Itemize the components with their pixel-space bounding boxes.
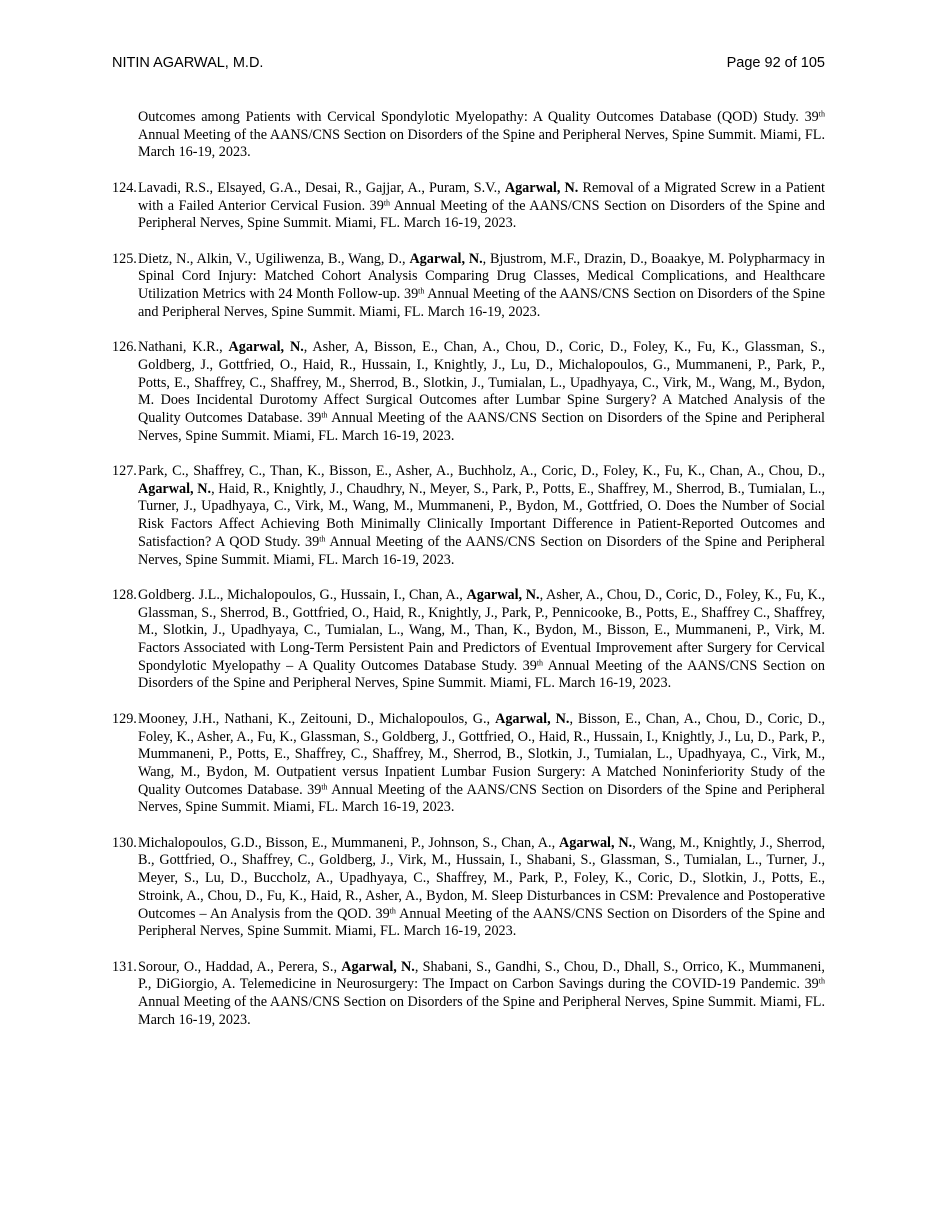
entry-highlight-author: Agarwal, N. bbox=[138, 480, 212, 497]
entry-authors-before: Sorour, O., Haddad, A., Perera, S., bbox=[138, 958, 342, 975]
entry-highlight-author: Agarwal, N. bbox=[504, 179, 579, 196]
entry-title: , Asher, A, Bisson, E., Chan, A., Chou, D., Coric, D., Foley, K., Fu, K., Glassman, S., Goldberg, J., Gottfried, O., Haid, R., Hussain, I., Knightly, J., Lu, D., Michalopoulos, G., Mummaneni, P., Park, P., Potts, E., Shaffrey, C., Shaffrey, M., Sherrod, B., Slotkin, J., Tumialan, L., Upadhyaya, C., Virk, M., Wang, M., Bydon, M. Does Incidental Durotomy Affect Surgical Outcomes after Lumbar Spine Surgery? A Matched Analysis of the Quality Outcomes Database. 39 bbox=[138, 339, 825, 426]
list-item bbox=[112, 587, 825, 693]
entry-venue: Annual Meeting of the AANS/CNS Section on Disorders of the Spine and Peripheral Nerves, Spine Summit. Miami, FL. March 16-19, 2023. bbox=[138, 409, 825, 444]
entry-venue: Annual Meeting of the AANS/CNS Section on Disorders of the Spine and Peripheral Nerves, Spine Summit. Miami, FL. March 16-19, 2023. bbox=[138, 657, 825, 692]
list-item bbox=[112, 339, 825, 445]
entry-text bbox=[138, 109, 825, 162]
entry-title: , Asher, A., Chou, D., Coric, D., Foley, K., Fu, K., Glassman, S., Sherrod, B., Gottfried, O., Haid, R., Knightly, J., Park, P., Pennicooke, B., Potts, E., Shaffrey C., Shaffrey, M., Slotkin, J., Upadhyaya, C., Tumialan, L., Wang, M., Than, K., Bydon, M., Bisson, E., Mummaneni, P., Virk, M. Factors Associated with Long-Term Persistent Pain and Predictors of Eventual Improvement after Surgery for Cervical Spondylotic Myelopathy – A Quality Outcomes Database Study. 39 bbox=[138, 586, 825, 674]
list-item bbox=[112, 251, 825, 322]
entry-title: Removal of a Migrated Screw in a Patient with a Failed Anterior Cervical Fusion. 39 bbox=[138, 179, 825, 214]
entry-venue: Annual Meeting of the AANS/CNS Section on Disorders of the Spine and Peripheral Nerves, Spine Summit. Miami, FL. March 16-19, 2023. bbox=[138, 286, 825, 320]
ordinal-suffix: th bbox=[818, 109, 825, 119]
entry-number: 128. bbox=[112, 586, 137, 603]
entry-title: , Bisson, E., Chan, A., Chou, D., Coric, D., Foley, K., Asher, A., Fu, K., Glassman, S., Goldberg, J., Gottfried, O., Haid, R., Hussain, I., Knightly, J., Lu, D., Park, P., Mummaneni, P., Potts, E., Shaffrey, C., Shaffrey, M., Sherrod, B., Slotkin, J., Tumialan, L., Upadhyaya, C., Virk, M., Wang, M., Bydon, M. Outpatient versus Inpatient Lumbar Fusion Surgery: A Matched Noninferiority Study of the Quality Outcomes Database. 39 bbox=[138, 710, 826, 798]
page-number: Page 92 of 105 bbox=[726, 55, 825, 71]
entry-title: , Bjustrom, M.F., Drazin, D., Boaakye, M. Polypharmacy in Spinal Cord Injury: Matched Cohort Analysis Comparing Drug Classes, Medical Complications, and Healthcare Utilization Metrics with 24 Month Follow-up. 39 bbox=[138, 250, 825, 302]
entry-venue: Annual Meeting of the AANS/CNS Section on Disorders of the Spine and Peripheral Nerves, Spine Summit. Miami, FL. March 16-19, 2023. bbox=[138, 781, 825, 816]
ordinal-suffix: th bbox=[319, 534, 326, 544]
entry-authors-before: Nathani, K.R., bbox=[138, 339, 229, 356]
list-item bbox=[112, 711, 825, 817]
entry-number: 131. bbox=[112, 958, 137, 975]
entry-title: Outcomes among Patients with Cervical Spondylotic Myelopathy: A Quality Outcomes Database (QOD) Study. 39 bbox=[138, 109, 819, 125]
entry-text bbox=[138, 339, 825, 445]
entry-authors-before: Park, C., Shaffrey, C., Than, K., Bisson, E., Asher, A., Buchholz, A., Coric, D., Foley, K., Fu, K., Chan, A., Chou, D., bbox=[138, 463, 825, 479]
entry-text bbox=[138, 251, 825, 322]
ordinal-suffix: th bbox=[389, 906, 396, 916]
list-item bbox=[112, 959, 825, 1030]
entry-text bbox=[138, 180, 825, 233]
entry-text bbox=[138, 711, 825, 817]
page-header bbox=[112, 55, 825, 77]
ordinal-suffix: th bbox=[536, 658, 544, 668]
entry-highlight-author: Agarwal, N. bbox=[466, 586, 540, 603]
entry-authors-before: Lavadi, R.S., Elsayed, G.A., Desai, R., Gajjar, A., Puram, S.V., bbox=[138, 179, 505, 196]
entry-number: 129. bbox=[112, 710, 137, 727]
entry-text bbox=[138, 959, 825, 1030]
entry-number: 126. bbox=[112, 339, 137, 356]
entry-number: 127. bbox=[112, 463, 137, 479]
entry-text bbox=[138, 835, 825, 941]
entry-text bbox=[138, 587, 825, 693]
entry-number: 130. bbox=[112, 834, 137, 851]
list-item bbox=[112, 463, 825, 569]
list-item bbox=[112, 180, 825, 233]
ordinal-suffix: th bbox=[321, 782, 328, 792]
entry-highlight-author: Agarwal, N. bbox=[495, 710, 570, 727]
entry-authors-before: Mooney, J.H., Nathani, K., Zeitouni, D., Michalopoulos, G., bbox=[138, 710, 496, 727]
entry-authors-before: Dietz, N., Alkin, V., Ugiliwenza, B., Wang, D., bbox=[138, 250, 410, 267]
entry-text bbox=[138, 463, 825, 569]
list-item bbox=[112, 109, 825, 162]
entry-highlight-author: Agarwal, N. bbox=[228, 339, 304, 356]
entry-highlight-author: Agarwal, N. bbox=[558, 834, 633, 851]
list-item bbox=[112, 835, 825, 941]
entry-title: , Shabani, S., Gandhi, S., Chou, D., Dhall, S., Orrico, K., Mummaneni, P., DiGiorgio, A. Telemedicine in Neurosurgery: The Impact on Carbon Savings during the COVID-19 Pandemic. 39 bbox=[138, 958, 825, 993]
ordinal-suffix: th bbox=[418, 286, 425, 296]
entry-venue: Annual Meeting of the AANS/CNS Section on Disorders of the Spine and Peripheral Nerves, Spine Summit. Miami, FL. March 16-19, 2023. bbox=[138, 197, 825, 232]
ordinal-suffix: th bbox=[321, 410, 328, 420]
entry-authors-before: Goldberg. J.L., Michalopoulos, G., Hussain, I., Chan, A., bbox=[138, 586, 467, 603]
entry-venue: Annual Meeting of the AANS/CNS Section on Disorders of the Spine and Peripheral Nerves, Spine Summit. Miami, FL. March 16-19, 2023. bbox=[138, 126, 825, 161]
ordinal-suffix: th bbox=[383, 198, 391, 208]
entry-venue: Annual Meeting of the AANS/CNS Section on Disorders of the Spine and Peripheral Nerves, Spine Summit. Miami, FL. March 16-19, 2023. bbox=[138, 905, 825, 940]
entry-venue: Annual Meeting of the AANS/CNS Section on Disorders of the Spine and Peripheral Nerves, Spine Summit. Miami, FL. March 16-19, 2023. bbox=[138, 994, 825, 1028]
entry-highlight-author: Agarwal, N. bbox=[341, 958, 415, 975]
entry-number: 125. bbox=[112, 250, 137, 267]
entry-title: , Haid, R., Knightly, J., Chaudhry, N., Meyer, S., Park, P., Potts, E., Shaffrey, M., Sherrod, B., Tumialan, L., Turner, J., Upadhyaya, C., Virk, M., Wang, M., Mummaneni, P., Bydon, M., Gottfried, O. Does the Number of Social Risk Factors Affect Achieving Both Minimally Clinically Important Difference in Patient-Reported Outcomes and Satisfaction? A QOD Study. 39 bbox=[138, 480, 826, 550]
entry-number: 124. bbox=[112, 179, 137, 196]
ordinal-suffix: th bbox=[818, 976, 825, 986]
author-name: NITIN AGARWAL, M.D. bbox=[112, 55, 264, 71]
entry-venue: Annual Meeting of the AANS/CNS Section on Disorders of the Spine and Peripheral Nerves, Spine Summit. Miami, FL. March 16-19, 2023. bbox=[138, 533, 825, 568]
publication-list bbox=[112, 109, 825, 1047]
entry-title: , Wang, M., Knightly, J., Sherrod, B., Gottfried, O., Shaffrey, C., Goldberg, J., Virk, M., Hussain, I., Shabani, S., Glassman, S., Tumialan, L., Turner, J., Meyer, S., Lu, D., Buccholz, A., Upadhyaya, C., Shaffrey, M., Park, P., Foley, K., Coric, D., Slotkin, J., Potts, E., Stroink, A., Chou, D., Fu, K., Haid, R., Asher, A., Bydon, M. Sleep Disturbances in CSM: Prevalence and Postoperative Outcomes – An Analysis from the QOD. 39 bbox=[138, 834, 825, 922]
entry-highlight-author: Agarwal, N. bbox=[409, 250, 483, 267]
entry-authors-before: Michalopoulos, G.D., Bisson, E., Mummaneni, P., Johnson, S., Chan, A., bbox=[138, 834, 559, 851]
